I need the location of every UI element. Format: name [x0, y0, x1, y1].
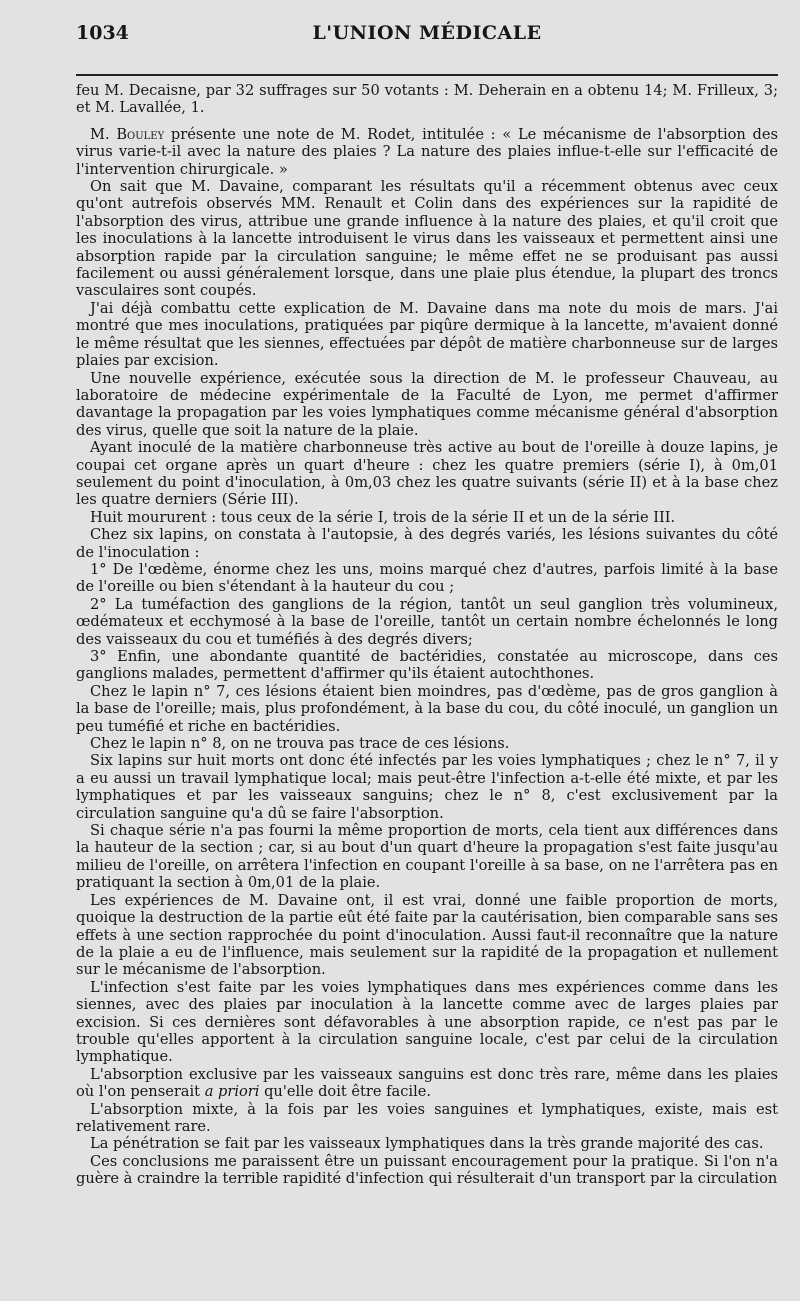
paragraph-7: Huit moururent : tous ceux de la série I, trois de la série II et un de la série III.: [90, 508, 676, 526]
paragraph-18: L'absorption exclusive par les vaisseaux sanguins est donc très rare, même dans les plaies où l'on penserait a priori qu'elle doit être facile.: [76, 1065, 778, 1101]
paragraph-20: La pénétration se fait par les vaisseaux lymphatiques dans la très grande majorité des cas.: [90, 1135, 764, 1153]
page-header: [76, 18, 778, 48]
latin-phrase: a priori: [204, 1083, 260, 1101]
paragraph-4: J'ai déjà combattu cette explication de M. Davaine dans ma note du mois de mars. J'ai montré que mes inoculations, pratiquées par piqûre dermique à la lancette, m'avaient donné le même résultat que les siennes, effectuées par dépôt de matière charbonneuse sur de larges plaies par excision.: [76, 299, 778, 370]
running-title: L'UNION MÉDICALE: [312, 22, 542, 44]
paragraph-10: 2° La tuméfaction des ganglions de la région, tantôt un seul ganglion très volumineux, œdémateux et ecchymosé à la base de l'oreille, tantôt un certain nombre échelonnés le long des vaisseaux du cou et tuméfiés à des degrés divers;: [76, 595, 778, 648]
paragraph-12: Chez le lapin n° 7, ces lésions étaient bien moindres, pas d'œdème, pas de gros ganglion à la base de l'oreille; mais, plus profondément, à la base du cou, du côté inoculé, un ganglion un peu tuméfié et riche en bactéridies.: [76, 682, 778, 735]
paragraph-8: Chez six lapins, on constata à l'autopsie, à des degrés variés, les lésions suivantes du côté de l'inoculation :: [76, 526, 778, 561]
paragraph-17: L'infection s'est faite par les voies lymphatiques dans mes expériences comme dans les siennes, avec des plaies par inoculation à la lancette comme avec de larges plaies par excision. Si ces dernières sont défavorables à une absorption rapide, ce n'est pas par le trouble qu'elles apportent à la circulation sanguine locale, c'est par celui de la circulation lymphatique.: [76, 978, 778, 1066]
header-rule: [76, 74, 778, 76]
paragraph-16: Les expériences de M. Davaine ont, il est vrai, donné une faible proportion de morts, quoique la destruction de la partie eût été faite par la cautérisation, bien comparable sans ses effets à une section rapprochée du point d'inoculation. Aussi faut-il reconnaître que la nature de la plaie a eu de l'influence, mais seulement sur la rapidité de la propagation et nullement sur le mécanisme de l'absorption.: [76, 891, 778, 979]
paragraph-5: Une nouvelle expérience, exécutée sous la direction de M. le professeur Chauveau, au laboratoire de médecine expérimentale de la Faculté de Lyon, me permet d'affirmer davantage la propagation par les voies lymphatiques comme mécanisme général d'absorption des virus, quelle que soit la nature de la plaie.: [76, 369, 778, 439]
paragraph-2: M. Bouley présente une note de M. Rodet, intitulée : « Le mécanisme de l'absorption des virus varie-t-il avec la nature des plaies ? La nature des plaies influe-t-elle sur l'efficacité de l'intervention chirurgicale. »: [76, 125, 778, 178]
paragraph-21: Ces conclusions me paraissent être un puissant encouragement pour la pratique. Si l'on n'a guère à craindre la terrible rapidité d'infection qui résulterait d'un transport par la circulation: [76, 1152, 778, 1188]
paragraph-3: On sait que M. Davaine, comparant les résultats qu'il a récemment obtenus avec ceux qu'ont autrefois observés MM. Renault et Colin dans des expériences sur la rapidité de l'absorption des virus, attribue une grande influence à la nature des plaies, et qu'il croit que les inoculations à la lancette introduisent le virus dans les vaisseaux et permettent ainsi une absorption rapide par la circulation sanguine; le même effet ne se produisant pas aussi facilement ou aussi généralement lorsque, dans une plaie plus étendue, la plupart des troncs vasculaires sont coupés.: [76, 178, 778, 300]
paragraph-9: 1° De l'œdème, énorme chez les uns, moins marqué chez d'autres, parfois limité à la base de l'oreille ou bien s'étendant à la hauteur du cou ;: [76, 560, 778, 596]
paragraph-11: 3° Enfin, une abondante quantité de bactéridies, constatée au microscope, dans ces ganglions malades, permettent d'affirmer qu'ils étaient autochthones.: [76, 648, 778, 683]
paragraph-14: Six lapins sur huit morts ont donc été infectés par les voies lymphatiques ; chez le n° 7, il y a eu aussi un travail lymphatique local; mais peut-être l'infection a-t-elle été mixte, et par les lymphatiques et par les vaisseaux sanguins; chez le n° 8, c'est exclusivement par la circulation sanguine qu'a dû se faire l'absorption.: [76, 752, 778, 822]
author-name: Bouley: [116, 125, 165, 143]
paragraph-1: feu M. Decaisne, par 32 suffrages sur 50 votants : M. Deherain en a obtenu 14; M. Frilleux, 3; et M. Lavallée, 1.: [76, 82, 778, 117]
paragraph-6: Ayant inoculé de la matière charbonneuse très active au bout de l'oreille à douze lapins, je coupai cet organe après un quart d'heure : chez les quatre premiers (série I), à 0m,01 seulement du point d'inoculation, à 0m,03 chez les quatre suivants (série II) et à la base chez les quatre derniers (Série III).: [76, 439, 778, 509]
article-body: [76, 82, 778, 1188]
page-number: 1034: [76, 22, 129, 44]
paragraph-13: Chez le lapin n° 8, on ne trouva pas trace de ces lésions.: [90, 735, 510, 753]
paragraph-19: L'absorption mixte, à la fois par les voies sanguines et lymphatiques, existe, mais est relativement rare.: [76, 1100, 778, 1135]
paragraph-15: Si chaque série n'a pas fourni la même proportion de morts, cela tient aux différences dans la hauteur de la section ; car, si au bout d'un quart d'heure la propagation s'est faite jusqu'au milieu de l'oreille, on arrêtera l'infection en coupant l'oreille à sa base, on ne l'arrêtera pas en pratiquant la section à 0m,01 de la plaie.: [76, 822, 778, 892]
